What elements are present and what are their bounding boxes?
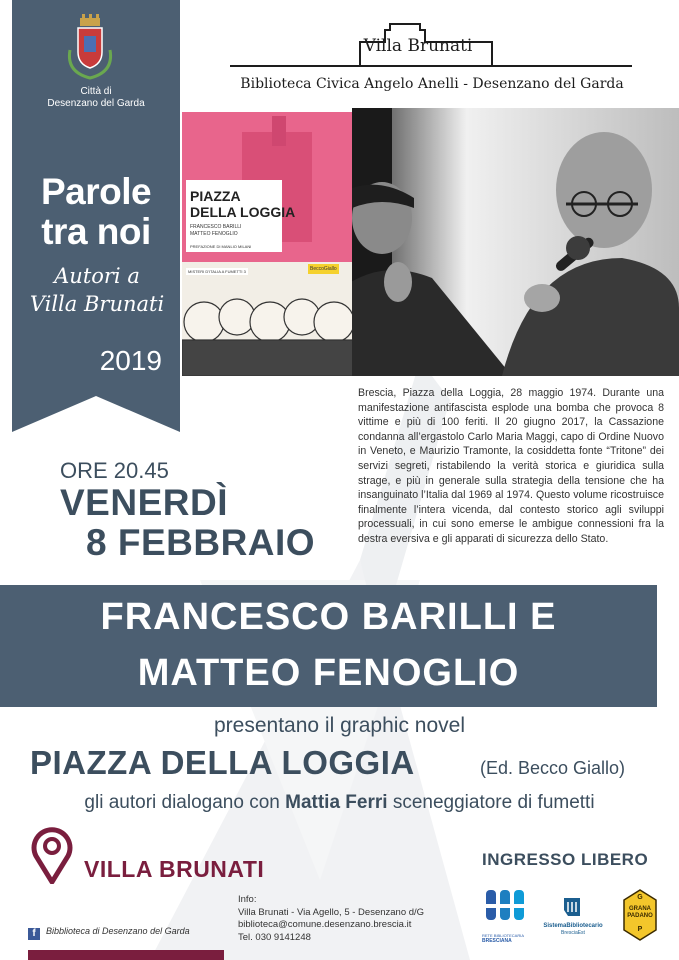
- sbb-line2: BresciaEst: [561, 930, 585, 936]
- authors-line1: FRANCESCO BARILLI E: [100, 596, 557, 638]
- novel-publisher: (Ed. Becco Giallo): [480, 758, 626, 778]
- admission-label: INGRESSO LIBERO: [482, 850, 649, 869]
- series-subtitle: [14, 262, 180, 318]
- series-title-line2: tra noi: [41, 211, 151, 252]
- gp-top: G: [637, 894, 643, 901]
- series-subtitle-line2: Villa Brunati: [29, 292, 165, 316]
- presentation-intro: presentano il graphic novel: [214, 714, 465, 737]
- series-subtitle-line1: Autori a: [54, 264, 140, 288]
- dialog-prefix: gli autori dialogano con: [84, 792, 286, 813]
- municipality-line1: Città di: [80, 86, 112, 97]
- book-cover-author1: FRANCESCO BARILLI: [190, 224, 242, 230]
- villa-brunati-logo: [230, 20, 632, 120]
- book-cover-image: [182, 112, 356, 376]
- rbb-line2: BRESCIANA: [482, 938, 512, 944]
- book-cover-title-line2: DELLA LOGGIA: [190, 204, 296, 220]
- gp-line2: PADANO: [627, 913, 653, 919]
- authors-photo-art: [352, 108, 679, 376]
- authors-line2: MATTEO FENOGLIO: [137, 652, 520, 694]
- municipal-crest-icon: [64, 14, 116, 80]
- book-cover-publisher: BeccoGiallo: [310, 266, 337, 272]
- info-email: biblioteca@comune.desenzano.brescia.it: [238, 919, 412, 930]
- gp-line1: GRANA: [629, 906, 651, 912]
- grana-padano-logo-icon: [622, 888, 658, 942]
- info-phone: Tel. 030 9141248: [238, 931, 311, 943]
- event-description: Brescia, Piazza della Loggia, 28 maggio 1974. Durante una manifestazione antifascista esplode una bomba che provoca 8 vittime e più di 100 feriti. Il 20 giugno 2017, la Cassazione condanna all’ergastolo Carlo Maria Maggi, capo di Ordine Nuovo in Veneto, e Maurizio Tramonte, la cosiddetta fonte “Tritone” dei servizi segreti, ristabilendo la verità storica e giuridica sulla strage, e più in generale sulla strategia della tensione che ha insanguinato l’Italia dal 1969 al 1974. Questo volume ricostruisce finalmente l’intera vicenda, dal contesto storico agli sviluppi processuali, in cui sono emerse le ambigue connessioni fra la destra eversiva e gli apparati di sicurezza dello Stato.: [358, 387, 664, 545]
- series-year: 2019: [99, 345, 162, 376]
- sistema-bibliotecario-logo-icon: [540, 896, 606, 940]
- event-date: 8 FEBBRAIO: [86, 522, 316, 563]
- municipality-name: [12, 86, 180, 110]
- facebook-icon: f: [28, 928, 40, 940]
- villa-logo-text: Villa Brunati: [363, 36, 473, 56]
- authors-photo: [352, 108, 679, 376]
- book-cover-title-line1: PIAZZA: [190, 188, 241, 204]
- event-weekday: VENERDÌ: [60, 482, 228, 523]
- series-title-line1: Parole: [40, 171, 152, 212]
- sistema-bibliotecario-logo-art: [540, 896, 606, 918]
- contact-info: [238, 894, 424, 944]
- gp-bottom: P: [637, 926, 643, 933]
- book-cover-preface: PREFAZIONE DI MANLIO MILANI: [190, 244, 252, 249]
- location-pin-icon: [30, 826, 74, 884]
- book-cover-authors: [190, 224, 241, 238]
- library-name: Biblioteca Civica Angelo Anelli - Desenzano del Garda: [240, 76, 624, 92]
- facebook-page: Bibblioteca di Desenzano del Garda: [46, 926, 190, 936]
- info-address: Villa Brunati - Via Agello, 5 - Desenzano d/G: [238, 906, 425, 918]
- municipality-line2: Desenzano del Garda: [47, 98, 145, 109]
- book-cover-author2: MATTEO FENOGLIO: [190, 231, 238, 237]
- dialog-suffix: sceneggiatore di fumetti: [387, 792, 595, 813]
- rbb-line1: RETE BIBLIOTECARIA: [482, 933, 525, 938]
- novel-title: PIAZZA DELLA LOGGIA: [30, 744, 415, 781]
- series-title: [12, 172, 180, 252]
- rete-bibliotecaria-logo-art: [482, 886, 534, 928]
- venue-name: VILLA BRUNATI: [84, 856, 265, 882]
- sbb-line1: SistemaBibliotecario: [543, 923, 603, 929]
- book-cover-series: MISTERI D'ITALIA A FUMETTI 3: [188, 269, 246, 274]
- info-label: Info:: [238, 894, 257, 905]
- moderator-name: Mattia Ferri: [285, 792, 388, 813]
- event-time: ORE 20.45: [60, 458, 169, 483]
- bottom-accent-bar: [28, 950, 224, 960]
- book-cover-title: [190, 188, 295, 220]
- rete-bibliotecaria-logo-icon: [482, 886, 534, 942]
- dialog-line: [0, 792, 679, 814]
